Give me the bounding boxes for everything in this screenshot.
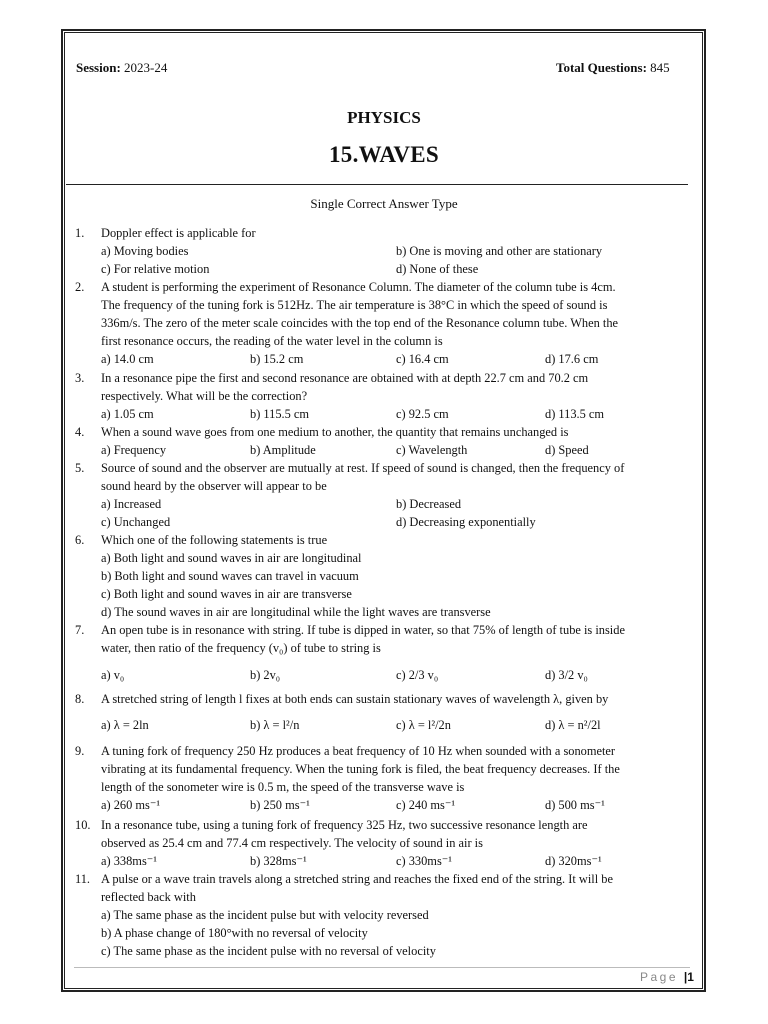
option: a) The same phase as the incident pulse but with velocity reversed	[101, 908, 429, 922]
option: b) λ = l²/n	[250, 718, 300, 732]
option: b) Decreased	[396, 497, 462, 511]
option: c) 240 ms⁻¹	[396, 798, 456, 812]
question-text: A student is performing the experiment of Resonance Column. The diameter of the column tube is 4cm.	[101, 280, 616, 294]
page-footer: Page |1	[640, 970, 694, 984]
option: c) 16.4 cm	[396, 352, 449, 366]
question-number: 9.	[75, 744, 85, 758]
option: a) Both light and sound waves in air are longitudinal	[101, 551, 362, 565]
option: c) Both light and sound waves in air are transverse	[101, 587, 352, 601]
option: d) 17.6 cm	[545, 352, 599, 366]
question-text: vibrating at its fundamental frequency. When the tuning fork is filed, the beat frequency decreases. If the	[101, 762, 620, 776]
question-number: 6.	[75, 533, 85, 547]
question-number: 11.	[75, 872, 91, 886]
question-text: first resonance occurs, the reading of the water level in the column is	[101, 334, 443, 348]
option: b) 328ms⁻¹	[250, 854, 307, 868]
session-label: Session:	[76, 60, 121, 75]
option: a) Moving bodies	[101, 244, 189, 258]
question-text: 336m/s. The zero of the meter scale coincides with the top end of the Resonance column tube. When the	[101, 316, 619, 330]
option: a) 1.05 cm	[101, 407, 154, 421]
option: b) Amplitude	[250, 443, 316, 457]
option: a) 14.0 cm	[101, 352, 154, 366]
page-number: 1	[687, 970, 694, 984]
session-value: 2023-24	[124, 60, 168, 75]
option: d) 500 ms⁻¹	[545, 798, 605, 812]
option: a) 260 ms⁻¹	[101, 798, 161, 812]
question-text: In a resonance tube, using a tuning fork of frequency 325 Hz, two successive resonance length are	[101, 818, 588, 832]
total-questions-label: Total Questions:	[556, 60, 647, 75]
question-text: An open tube is in resonance with string. If tube is dipped in water, so that 75% of length of tube is inside	[101, 623, 625, 637]
option: a) 338ms⁻¹	[101, 854, 158, 868]
option: c) 92.5 cm	[396, 407, 449, 421]
question-text: A tuning fork of frequency 250 Hz produces a beat frequency of 10 Hz when sounded with a sonometer	[101, 744, 616, 758]
total-questions-info	[556, 60, 670, 76]
option: c) 330ms⁻¹	[396, 854, 453, 868]
option: c) The same phase as the incident pulse with no reversal of velocity	[101, 944, 436, 958]
footer-divider	[74, 967, 690, 968]
question-number: 8.	[75, 692, 85, 706]
option: a) λ = 2ln	[101, 718, 149, 732]
option: c) Unchanged	[101, 515, 171, 529]
question-text: Source of sound and the observer are mutually at rest. If speed of sound is changed, then the frequency of	[101, 461, 625, 475]
option: c) For relative motion	[101, 262, 210, 276]
question-text: reflected back with	[101, 890, 196, 904]
question-number: 1.	[75, 226, 85, 240]
question-text: In a resonance pipe the first and second resonance are obtained with at depth 22.7 cm and 70.2 cm	[101, 371, 589, 385]
question-text: When a sound wave goes from one medium to another, the quantity that remains unchanged is	[101, 425, 569, 439]
option: c) 2/3 v₀	[396, 668, 439, 682]
subject-title: PHYSICS	[347, 108, 421, 127]
option: c) Wavelength	[396, 443, 468, 457]
option: a) Increased	[101, 497, 162, 511]
page-label: Page	[640, 970, 679, 984]
chapter-title: 15.WAVES	[329, 142, 439, 167]
option: b) 15.2 cm	[250, 352, 304, 366]
question-text: observed as 25.4 cm and 77.4 cm respectively. The velocity of sound in air is	[101, 836, 483, 850]
question-text: sound heard by the observer will appear to be	[101, 479, 327, 493]
total-questions-value: 845	[650, 60, 670, 75]
session-info	[76, 60, 167, 76]
option: b) A phase change of 180°with no reversal of velocity	[101, 926, 368, 940]
option: d) None of these	[396, 262, 479, 276]
option: d) Speed	[545, 443, 589, 457]
question-number: 10.	[75, 818, 91, 832]
option: b) One is moving and other are stationary	[396, 244, 603, 258]
option: a) v₀	[101, 668, 125, 682]
option: d) Decreasing exponentially	[396, 515, 536, 529]
option: d) 320ms⁻¹	[545, 854, 602, 868]
question-text: water, then ratio of the frequency (v₀) of tube to string is	[101, 641, 381, 655]
option: d) The sound waves in air are longitudinal while the light waves are transverse	[101, 605, 491, 619]
option: b) 115.5 cm	[250, 407, 310, 421]
option: d) 113.5 cm	[545, 407, 605, 421]
option: b) Both light and sound waves can travel in vacuum	[101, 569, 359, 583]
question-text: length of the sonometer wire is 0.5 m, the speed of the transverse wave is	[101, 780, 465, 794]
question-number: 7.	[75, 623, 85, 637]
question-number: 2.	[75, 280, 85, 294]
section-title: Single Correct Answer Type	[310, 196, 458, 211]
option: d) λ = n²/2l	[545, 718, 601, 732]
option: b) 2v₀	[250, 668, 281, 682]
option: c) λ = l²/2n	[396, 718, 451, 732]
question-text: Doppler effect is applicable for	[101, 226, 256, 240]
option: b) 250 ms⁻¹	[250, 798, 310, 812]
option: a) Frequency	[101, 443, 167, 457]
question-text: respectively. What will be the correction?	[101, 389, 308, 403]
question-text: The frequency of the tuning fork is 512Hz. The air temperature is 38°C in which the speed of sound is	[101, 298, 608, 312]
header-divider	[66, 184, 688, 185]
question-text: A pulse or a wave train travels along a stretched string and reaches the fixed end of the string. It will be	[101, 872, 613, 886]
option: d) 3/2 v₀	[545, 668, 588, 682]
question-text: A stretched string of length l fixes at both ends can sustain stationary waves of wavelength λ, given by	[101, 692, 609, 706]
question-number: 5.	[75, 461, 85, 475]
question-number: 4.	[75, 425, 85, 439]
question-text: Which one of the following statements is true	[101, 533, 328, 547]
question-number: 3.	[75, 371, 85, 385]
